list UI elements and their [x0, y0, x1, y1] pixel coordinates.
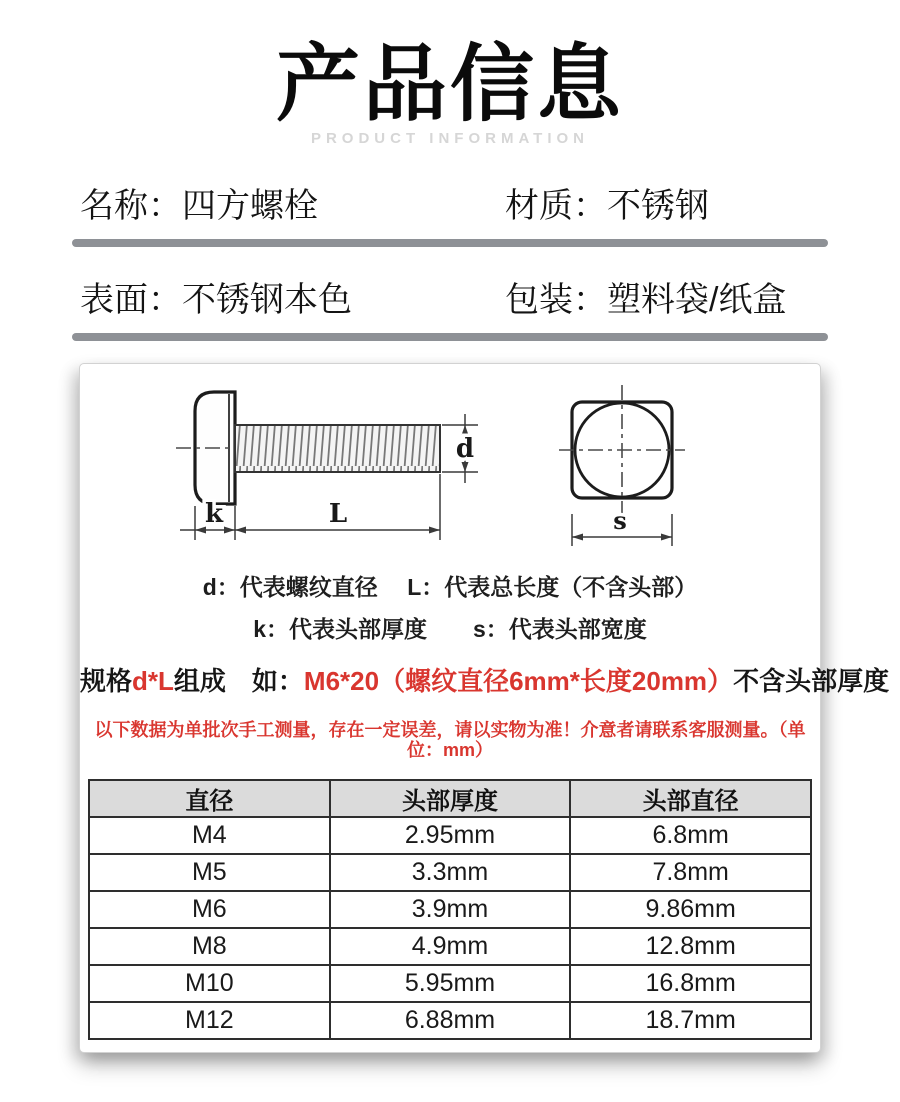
product-material: 材质：不锈钢: [505, 186, 709, 225]
table-row: [89, 854, 811, 891]
legend-line-1: d：代表螺纹直径 L：代表总长度（不含头部）: [202, 574, 698, 600]
cell-head-diameter: 6.8mm: [570, 817, 811, 854]
dim-label-s: s: [613, 506, 627, 535]
col-header-diameter: 直径: [89, 780, 330, 817]
bolt-dimension-diagram: [80, 372, 820, 564]
cell-head-thickness: 2.95mm: [330, 817, 571, 854]
spec-table: [88, 779, 812, 1040]
cell-head-diameter: 9.86mm: [570, 891, 811, 928]
spec-format-line: [80, 665, 890, 696]
table-row: [89, 817, 811, 854]
cell-head-thickness: 4.9mm: [330, 928, 571, 965]
table-row: [89, 1002, 811, 1039]
table-header-row: [89, 780, 811, 817]
dim-label-L: L: [328, 499, 348, 529]
cell-head-diameter: 18.7mm: [570, 1002, 811, 1039]
dim-label-k: k: [204, 499, 224, 529]
table-row: [89, 891, 811, 928]
table-row: [89, 928, 811, 965]
page-subtitle: PRODUCT INFORMATION: [310, 130, 590, 147]
divider: [72, 333, 828, 341]
cell-head-diameter: 16.8mm: [570, 965, 811, 1002]
product-packaging: 包装：塑料袋/纸盒: [505, 280, 787, 319]
cell-head-thickness: 3.9mm: [330, 891, 571, 928]
bolt-thread-shaft: [235, 425, 440, 472]
cell-head-thickness: 3.3mm: [330, 854, 571, 891]
cell-diameter: M5: [89, 854, 330, 891]
product-info-section: [72, 175, 828, 341]
page-title: 产品信息: [275, 37, 624, 131]
product-surface: 表面：不锈钢本色: [80, 280, 352, 319]
cell-diameter: M8: [89, 928, 330, 965]
table-row: [89, 965, 811, 1002]
spec-part-2: d*L: [132, 665, 174, 696]
col-header-head-diameter: 头部直径: [570, 780, 811, 817]
cell-diameter: M4: [89, 817, 330, 854]
cell-diameter: M12: [89, 1002, 330, 1039]
product-name: 名称：四方螺栓: [80, 186, 318, 225]
dim-label-d: d: [455, 434, 475, 464]
cell-head-diameter: 7.8mm: [570, 854, 811, 891]
divider: [72, 239, 828, 247]
info-row-name-material: [72, 175, 828, 229]
cell-diameter: M10: [89, 965, 330, 1002]
col-header-head-thickness: 头部厚度: [330, 780, 571, 817]
cell-diameter: M6: [89, 891, 330, 928]
info-row-surface-packaging: [72, 269, 828, 323]
spec-part-5: 不含头部厚度: [733, 665, 890, 696]
cell-head-thickness: 5.95mm: [330, 965, 571, 1002]
spec-card: [79, 363, 890, 1053]
measurement-note: 以下数据为单批次手工测量，存在一定误差，请以实物为准！介意者请联系客服测量。（单位：mm）: [94, 720, 806, 761]
legend-line-2: k：代表头部厚度 s：代表头部宽度: [253, 616, 647, 643]
cell-head-thickness: 6.88mm: [330, 1002, 571, 1039]
cell-head-diameter: 12.8mm: [570, 928, 811, 965]
spec-part-3: 组成 如：: [173, 665, 304, 696]
spec-part-1: 规格: [80, 665, 133, 696]
spec-part-4: M6*20（螺纹直径6mm*长度20mm）: [303, 665, 734, 696]
